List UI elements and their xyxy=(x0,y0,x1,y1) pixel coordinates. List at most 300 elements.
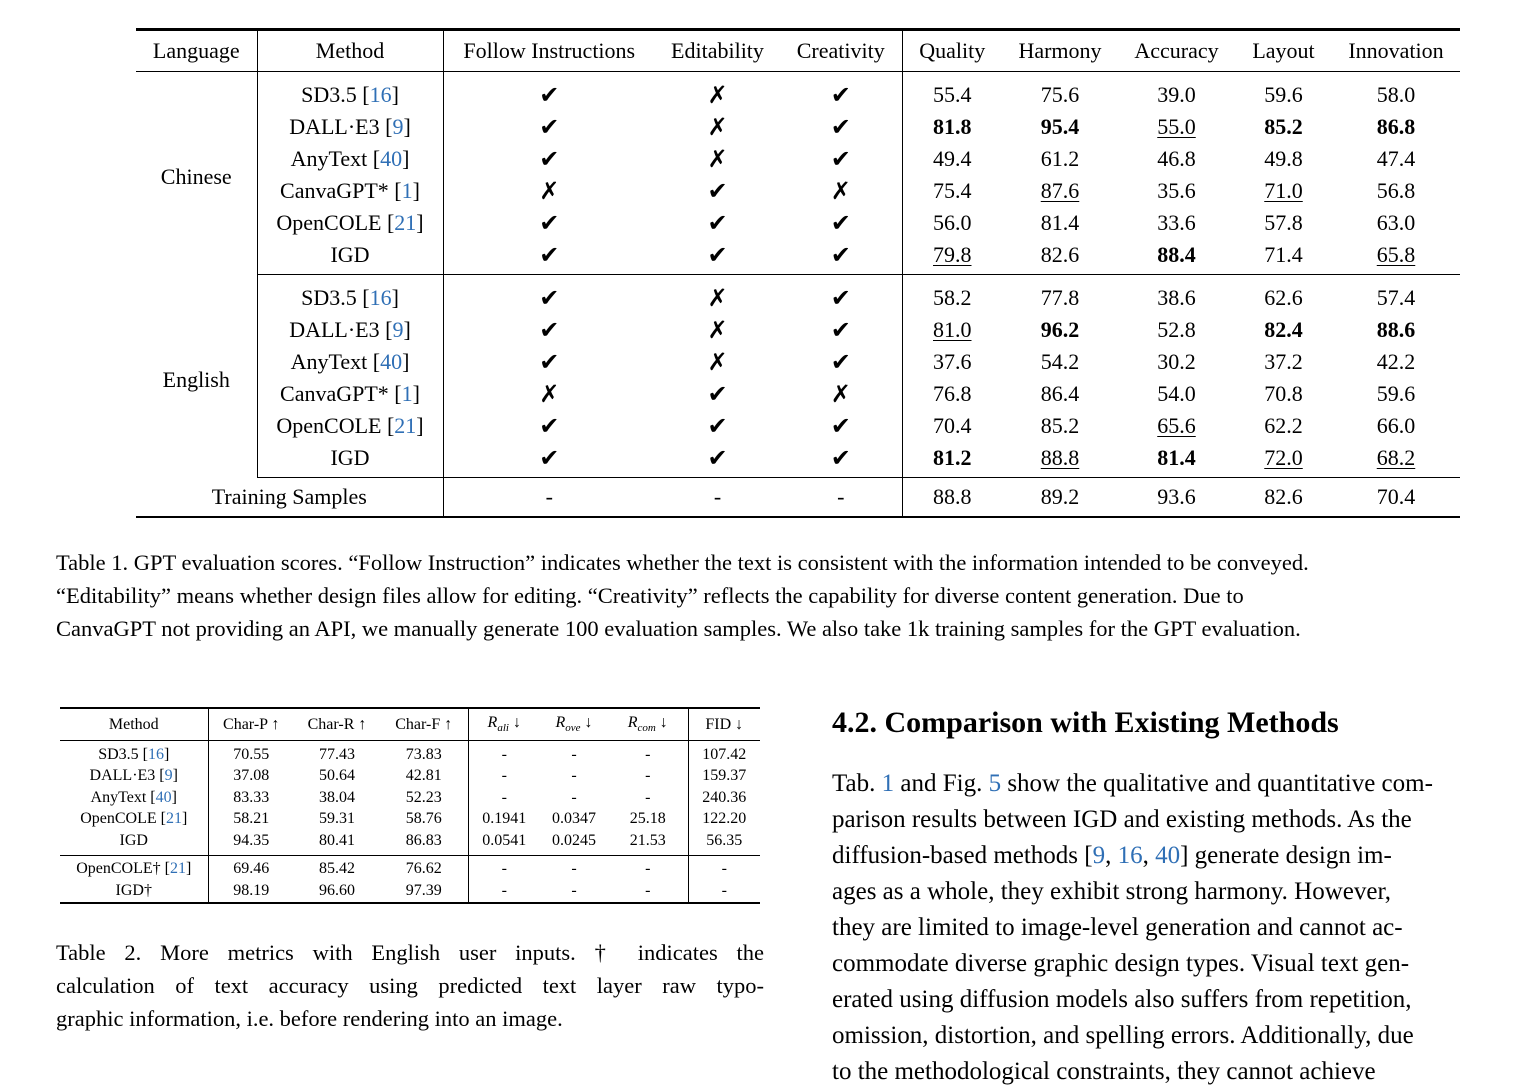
score-cell xyxy=(1235,346,1332,378)
check-icon: ✔ xyxy=(443,275,655,315)
score-cell: - xyxy=(468,766,540,788)
score-cell xyxy=(1002,442,1118,478)
check-icon: ✔ xyxy=(443,410,655,442)
citation-link[interactable]: 1 xyxy=(401,178,413,203)
col-header: Follow Instructions xyxy=(443,30,655,72)
score-cell xyxy=(1332,111,1460,143)
score-value: 79.8 xyxy=(933,242,972,267)
score-cell xyxy=(1332,378,1460,410)
score-cell: 107.42 xyxy=(688,741,760,766)
check-icon: ✔ xyxy=(707,380,728,408)
score-cell xyxy=(1118,346,1235,378)
score-cell xyxy=(1118,72,1235,112)
score-cell: - xyxy=(571,745,577,763)
score-cell xyxy=(1002,239,1118,275)
citation-link[interactable]: 9 xyxy=(1092,842,1106,869)
method-name: AnyText xyxy=(290,146,368,171)
cross-icon: ✗ xyxy=(443,378,655,410)
score-cell: 56.35 xyxy=(688,830,760,855)
check-icon: ✔ xyxy=(830,412,851,440)
score-cell: - xyxy=(645,881,651,899)
score-value: 52.8 xyxy=(1157,317,1196,342)
check-icon: ✔ xyxy=(830,81,851,109)
score-cell xyxy=(1002,346,1118,378)
score-cell: - xyxy=(468,880,540,903)
score-value: 62.2 xyxy=(1264,413,1303,438)
score-value: 38.6 xyxy=(1157,285,1196,310)
language-cell: English xyxy=(162,366,230,392)
score-value: 72.0 xyxy=(1264,445,1303,470)
score-value: 75.4 xyxy=(933,178,972,203)
score-cell xyxy=(902,378,1002,410)
citation-link[interactable]: 40 xyxy=(155,788,172,806)
check-icon: ✔ xyxy=(707,209,728,237)
score-cell xyxy=(902,239,1002,275)
score-cell: 89.2 xyxy=(1040,484,1080,509)
table-row xyxy=(136,346,1460,378)
score-value: 37.6 xyxy=(933,349,972,374)
method-name: DALL·E3 xyxy=(289,317,380,342)
table-row xyxy=(136,378,1460,410)
score-value: 81.4 xyxy=(1040,210,1080,235)
table-1 xyxy=(136,28,1460,518)
score-value: 82.6 xyxy=(1040,242,1080,267)
score-cell: 52.23 xyxy=(405,788,442,806)
score-value: 42.2 xyxy=(1376,349,1416,374)
score-value: 49.4 xyxy=(933,146,972,171)
method-name: IGD xyxy=(119,831,148,849)
score-value: 81.0 xyxy=(933,317,972,342)
score-cell xyxy=(1332,143,1460,175)
table-row xyxy=(136,314,1460,346)
score-value: 95.4 xyxy=(1040,114,1080,139)
col-header-rove: $R_{ove}$ ↓ xyxy=(540,708,608,741)
col-header: Editability xyxy=(655,30,780,72)
citation-link[interactable]: 40 xyxy=(380,349,403,374)
method-name: OpenCOLE xyxy=(276,210,382,235)
table-row xyxy=(136,72,1460,112)
score-cell xyxy=(1235,410,1332,442)
training-row xyxy=(136,478,1460,518)
paragraph-line: parison results between IGD and existing methods. As the xyxy=(832,806,1412,833)
check-icon: ✔ xyxy=(443,314,655,346)
score-cell: - xyxy=(645,745,651,763)
citation-link[interactable]: 16 xyxy=(147,745,164,763)
score-value: 58.0 xyxy=(1376,82,1416,107)
table-1-header xyxy=(136,30,1460,72)
citation-link[interactable]: 16 xyxy=(369,285,392,310)
score-cell xyxy=(1118,207,1235,239)
col-header: Harmony xyxy=(1002,30,1118,72)
score-cell xyxy=(1235,239,1332,275)
score-value: 77.8 xyxy=(1040,285,1080,310)
method-cell: OpenCOLE [21] xyxy=(257,207,443,239)
score-cell: 159.37 xyxy=(688,766,760,788)
score-cell xyxy=(902,346,1002,378)
citation-link[interactable]: 1 xyxy=(401,381,413,406)
col-header: Char-R ↑ xyxy=(294,708,380,741)
cross-icon: ✗ xyxy=(707,284,728,312)
table-1-body xyxy=(136,72,1460,518)
table-row xyxy=(60,880,760,903)
score-value: 87.6 xyxy=(1040,178,1080,203)
citation-link[interactable]: 9 xyxy=(164,767,173,785)
score-value: 57.4 xyxy=(1376,285,1416,310)
method-name: IGD† xyxy=(115,881,152,899)
score-cell xyxy=(1118,175,1235,207)
caption-line: Table 1. GPT evaluation scores. “Follow Instruction” indicates whether the text is consistent with the information intended to be conveyed. xyxy=(56,550,1309,575)
check-icon: ✔ xyxy=(443,111,655,143)
table-2-caption xyxy=(56,936,764,1035)
score-cell xyxy=(1332,175,1460,207)
score-cell: - xyxy=(571,767,577,785)
score-cell xyxy=(902,207,1002,239)
score-value: 61.2 xyxy=(1040,146,1080,171)
citation-link[interactable]: 21 xyxy=(169,860,186,878)
citation-link[interactable]: 1 xyxy=(881,770,895,797)
score-value: 63.0 xyxy=(1376,210,1416,235)
score-cell xyxy=(1002,143,1118,175)
col-header: Char-F ↑ xyxy=(380,708,468,741)
score-cell: - xyxy=(571,788,577,806)
score-cell xyxy=(1235,275,1332,315)
citation-link[interactable]: 40 xyxy=(380,146,403,171)
score-value: 86.8 xyxy=(1376,114,1416,139)
score-value: 58.2 xyxy=(933,285,972,310)
score-cell: - xyxy=(468,787,540,809)
caption-line: Table 2. More metrics with English user inputs. † indicates the xyxy=(56,940,764,965)
citation-link[interactable]: 21 xyxy=(165,810,182,828)
check-icon: ✔ xyxy=(830,145,851,173)
score-cell xyxy=(1332,442,1460,478)
score-cell xyxy=(902,72,1002,112)
score-value: 55.0 xyxy=(1157,114,1196,139)
score-cell: 80.41 xyxy=(294,830,380,855)
method-cell xyxy=(60,880,208,903)
score-value: 46.8 xyxy=(1157,146,1196,171)
score-value: 59.6 xyxy=(1376,381,1416,406)
caption-line: calculation of text accuracy using predicted text layer raw typo- xyxy=(56,973,764,998)
method-name: SD3.5 xyxy=(301,82,357,107)
score-value: 85.2 xyxy=(1040,413,1080,438)
citation-link[interactable]: 21 xyxy=(394,413,417,438)
check-icon: ✔ xyxy=(780,239,902,275)
score-value: 68.2 xyxy=(1376,445,1416,470)
score-cell xyxy=(902,314,1002,346)
score-cell xyxy=(1002,207,1118,239)
table-row xyxy=(136,410,1460,442)
score-cell xyxy=(1118,410,1235,442)
score-value: 39.0 xyxy=(1157,82,1196,107)
cross-icon: ✗ xyxy=(707,348,728,376)
score-cell: 0.0245 xyxy=(540,830,608,855)
score-value: 88.8 xyxy=(1040,445,1080,470)
caption-line: CanvaGPT not providing an API, we manually generate 100 evaluation samples. We also take 1k training samples for the GPT evaluation. xyxy=(56,616,1301,641)
col-header: Method xyxy=(257,30,443,72)
method-name: OpenCOLE xyxy=(276,413,382,438)
score-value: 30.2 xyxy=(1157,349,1196,374)
paragraph-line: they are limited to image-level generation and cannot ac- xyxy=(832,914,1403,941)
score-value: 88.6 xyxy=(1376,317,1416,342)
score-cell xyxy=(902,175,1002,207)
score-cell: 240.36 xyxy=(688,787,760,809)
method-cell: OpenCOLE [21] xyxy=(257,410,443,442)
method-cell: SD3.5 [16] xyxy=(257,72,443,112)
cross-icon: ✗ xyxy=(707,81,728,109)
score-cell: 83.33 xyxy=(208,787,294,809)
score-cell: 37.08 xyxy=(208,766,294,788)
method-name: SD3.5 xyxy=(98,745,139,763)
score-cell xyxy=(902,111,1002,143)
check-icon: ✔ xyxy=(830,316,851,344)
check-icon: ✔ xyxy=(830,348,851,376)
score-cell: 76.62 xyxy=(405,860,442,878)
score-cell: 70.55 xyxy=(208,741,294,766)
score-cell: 82.6 xyxy=(1264,484,1303,509)
check-icon: ✔ xyxy=(443,346,655,378)
method-name: OpenCOLE xyxy=(80,810,157,828)
score-cell: 70.4 xyxy=(1376,484,1416,509)
score-cell: 69.46 xyxy=(208,855,294,880)
check-icon: ✔ xyxy=(707,412,728,440)
score-cell: - xyxy=(645,767,651,785)
score-cell: 21.53 xyxy=(608,830,688,855)
score-cell: 0.0541 xyxy=(468,830,540,855)
score-value: 56.0 xyxy=(933,210,972,235)
score-value: 81.8 xyxy=(933,114,972,139)
col-header-rcom: $R_{com}$ ↓ xyxy=(608,708,688,741)
method-name: IGD xyxy=(330,445,370,470)
score-cell xyxy=(1235,143,1332,175)
score-cell xyxy=(1002,378,1118,410)
score-cell xyxy=(1235,314,1332,346)
score-cell: - xyxy=(645,860,651,878)
score-cell xyxy=(1002,410,1118,442)
score-value: 56.8 xyxy=(1376,178,1416,203)
score-cell: 98.19 xyxy=(208,880,294,903)
table-2 xyxy=(60,707,760,904)
score-value: 35.6 xyxy=(1157,178,1196,203)
table-row xyxy=(60,809,760,831)
score-value: 88.4 xyxy=(1157,242,1196,267)
method-name: CanvaGPT* xyxy=(280,381,389,406)
score-cell xyxy=(902,442,1002,478)
table-row xyxy=(136,442,1460,478)
score-cell: 94.35 xyxy=(208,830,294,855)
col-header: Accuracy xyxy=(1118,30,1235,72)
method-cell: OpenCOLE† [21] xyxy=(76,860,192,878)
cross-icon: ✗ xyxy=(830,380,851,408)
score-cell: 86.83 xyxy=(380,830,468,855)
col-header: Innovation xyxy=(1332,30,1460,72)
method-cell xyxy=(60,830,208,855)
score-cell: - xyxy=(688,855,760,880)
table-1-caption xyxy=(56,546,1525,645)
score-cell xyxy=(1002,275,1118,315)
method-cell: CanvaGPT* [1] xyxy=(257,175,443,207)
table-row xyxy=(136,207,1460,239)
score-cell xyxy=(1002,111,1118,143)
paragraph-line: to the methodological constraints, they cannot achieve xyxy=(832,1058,1376,1085)
score-cell xyxy=(1235,207,1332,239)
method-cell: AnyText [40] xyxy=(257,143,443,175)
method-cell xyxy=(257,239,443,275)
col-header: Method xyxy=(60,708,208,741)
score-cell: 96.60 xyxy=(319,881,355,899)
score-cell xyxy=(1002,175,1118,207)
caption-line: graphic information, i.e. before rendering into an image. xyxy=(56,1006,563,1031)
score-cell: - xyxy=(468,855,540,880)
score-value: 47.4 xyxy=(1376,146,1416,171)
check-icon: ✔ xyxy=(443,239,655,275)
score-cell xyxy=(1118,275,1235,315)
score-cell: - xyxy=(571,881,577,899)
score-cell xyxy=(1235,72,1332,112)
score-cell: - xyxy=(688,880,760,903)
table-row xyxy=(136,143,1460,175)
col-header: Quality xyxy=(902,30,1002,72)
score-cell: 58.76 xyxy=(405,810,442,828)
paragraph-line: erated using diffusion models also suffers from repetition, xyxy=(832,986,1412,1013)
method-name: OpenCOLE† xyxy=(76,860,161,878)
score-cell xyxy=(1235,175,1332,207)
check-icon: ✔ xyxy=(443,207,655,239)
citation-link[interactable]: 16 xyxy=(1117,842,1143,869)
score-cell: 59.31 xyxy=(319,810,355,828)
score-value: 75.6 xyxy=(1040,82,1080,107)
method-cell: SD3.5 [16] xyxy=(98,745,170,763)
cross-icon: ✗ xyxy=(707,316,728,344)
method-cell: AnyText [40] xyxy=(257,346,443,378)
method-cell: CanvaGPT* [1] xyxy=(257,378,443,410)
score-cell xyxy=(1332,275,1460,315)
method-name: CanvaGPT* xyxy=(280,178,389,203)
score-cell xyxy=(902,143,1002,175)
table-2-header xyxy=(60,708,760,741)
score-value: 57.8 xyxy=(1264,210,1303,235)
score-cell xyxy=(1002,314,1118,346)
method-name: AnyText xyxy=(290,349,368,374)
score-value: 33.6 xyxy=(1157,210,1196,235)
score-cell xyxy=(1332,314,1460,346)
score-cell xyxy=(1235,378,1332,410)
caption-line: “Editability” means whether design files allow for editing. “Creativity” reflects the capability for diverse content generation. Due to xyxy=(56,583,1244,608)
section-body xyxy=(832,766,1525,1090)
table-row xyxy=(60,741,760,766)
method-name: DALL·E3 xyxy=(289,114,380,139)
score-value: 85.2 xyxy=(1264,114,1303,139)
table-row xyxy=(136,275,1460,315)
paragraph-line: ages as a whole, they exhibit strong harmony. However, xyxy=(832,878,1392,905)
check-icon: ✔ xyxy=(443,442,655,478)
dash-cell: - xyxy=(443,478,655,518)
score-cell xyxy=(1118,111,1235,143)
score-cell: 122.20 xyxy=(688,809,760,831)
citation-link[interactable]: 9 xyxy=(392,317,404,342)
paragraph-line: Tab. 1 and Fig. 5 show the qualitative and quantitative com- xyxy=(832,770,1433,797)
score-cell xyxy=(1118,378,1235,410)
score-cell: 42.81 xyxy=(405,767,442,785)
score-cell: - xyxy=(571,860,577,878)
method-cell: AnyText [40] xyxy=(90,788,177,806)
check-icon: ✔ xyxy=(830,284,851,312)
score-cell: 0.0347 xyxy=(552,810,596,828)
score-value: 96.2 xyxy=(1040,317,1080,342)
score-cell: 97.39 xyxy=(405,881,442,899)
score-value: 37.2 xyxy=(1264,349,1303,374)
score-cell: 85.42 xyxy=(319,860,355,878)
score-cell xyxy=(902,410,1002,442)
check-icon: ✔ xyxy=(830,209,851,237)
score-cell xyxy=(902,275,1002,315)
score-value: 70.4 xyxy=(933,413,972,438)
score-value: 81.4 xyxy=(1157,445,1196,470)
score-cell xyxy=(1118,143,1235,175)
score-cell xyxy=(1235,111,1332,143)
score-value: 82.4 xyxy=(1264,317,1303,342)
score-cell xyxy=(1235,442,1332,478)
check-icon: ✔ xyxy=(443,72,655,112)
check-icon: ✔ xyxy=(780,442,902,478)
language-cell: Chinese xyxy=(160,163,232,189)
citation-link[interactable]: 16 xyxy=(369,82,392,107)
score-cell: 58.21 xyxy=(208,809,294,831)
col-header: Layout xyxy=(1235,30,1332,72)
score-value: 59.6 xyxy=(1264,82,1303,107)
score-cell xyxy=(1002,72,1118,112)
cross-icon: ✗ xyxy=(443,175,655,207)
dash-cell: - xyxy=(837,484,845,509)
col-header-rali: $R_{ali}$ ↓ xyxy=(468,708,540,741)
paragraph-line: omission, distortion, and spelling errors. Additionally, due xyxy=(832,1022,1414,1049)
score-cell: 88.8 xyxy=(902,478,1002,518)
method-cell: SD3.5 [16] xyxy=(257,275,443,315)
check-icon: ✔ xyxy=(707,177,728,205)
method-name: DALL·E3 xyxy=(89,767,156,785)
table-row xyxy=(136,175,1460,207)
method-cell: DALL·E3 [9] xyxy=(89,767,178,785)
check-icon: ✔ xyxy=(443,143,655,175)
table-row xyxy=(60,766,760,788)
citation-link[interactable]: 40 xyxy=(1155,842,1181,869)
method-name: IGD xyxy=(330,242,370,267)
table-row xyxy=(136,239,1460,275)
training-label: Training Samples xyxy=(211,484,367,509)
check-icon: ✔ xyxy=(830,113,851,141)
score-cell: - xyxy=(468,741,540,766)
citation-link[interactable]: 5 xyxy=(988,770,1002,797)
score-cell xyxy=(1118,314,1235,346)
citation-link[interactable]: 21 xyxy=(394,210,417,235)
score-value: 81.2 xyxy=(933,445,972,470)
score-value: 49.8 xyxy=(1264,146,1303,171)
paragraph-line: diffusion-based methods [9, 16, 40] generate design im- xyxy=(832,842,1392,869)
method-cell xyxy=(257,442,443,478)
check-icon: ✔ xyxy=(655,442,780,478)
table-row xyxy=(60,855,760,880)
col-header: FID ↓ xyxy=(688,708,760,741)
table-row xyxy=(60,787,760,809)
score-value: 55.4 xyxy=(933,82,972,107)
score-cell: - xyxy=(645,788,651,806)
score-value: 76.8 xyxy=(933,381,972,406)
score-value: 54.0 xyxy=(1157,381,1196,406)
score-cell: 38.04 xyxy=(319,788,355,806)
score-cell xyxy=(1332,346,1460,378)
citation-link[interactable]: 9 xyxy=(392,114,404,139)
check-icon: ✔ xyxy=(655,239,780,275)
score-value: 71.4 xyxy=(1264,242,1303,267)
